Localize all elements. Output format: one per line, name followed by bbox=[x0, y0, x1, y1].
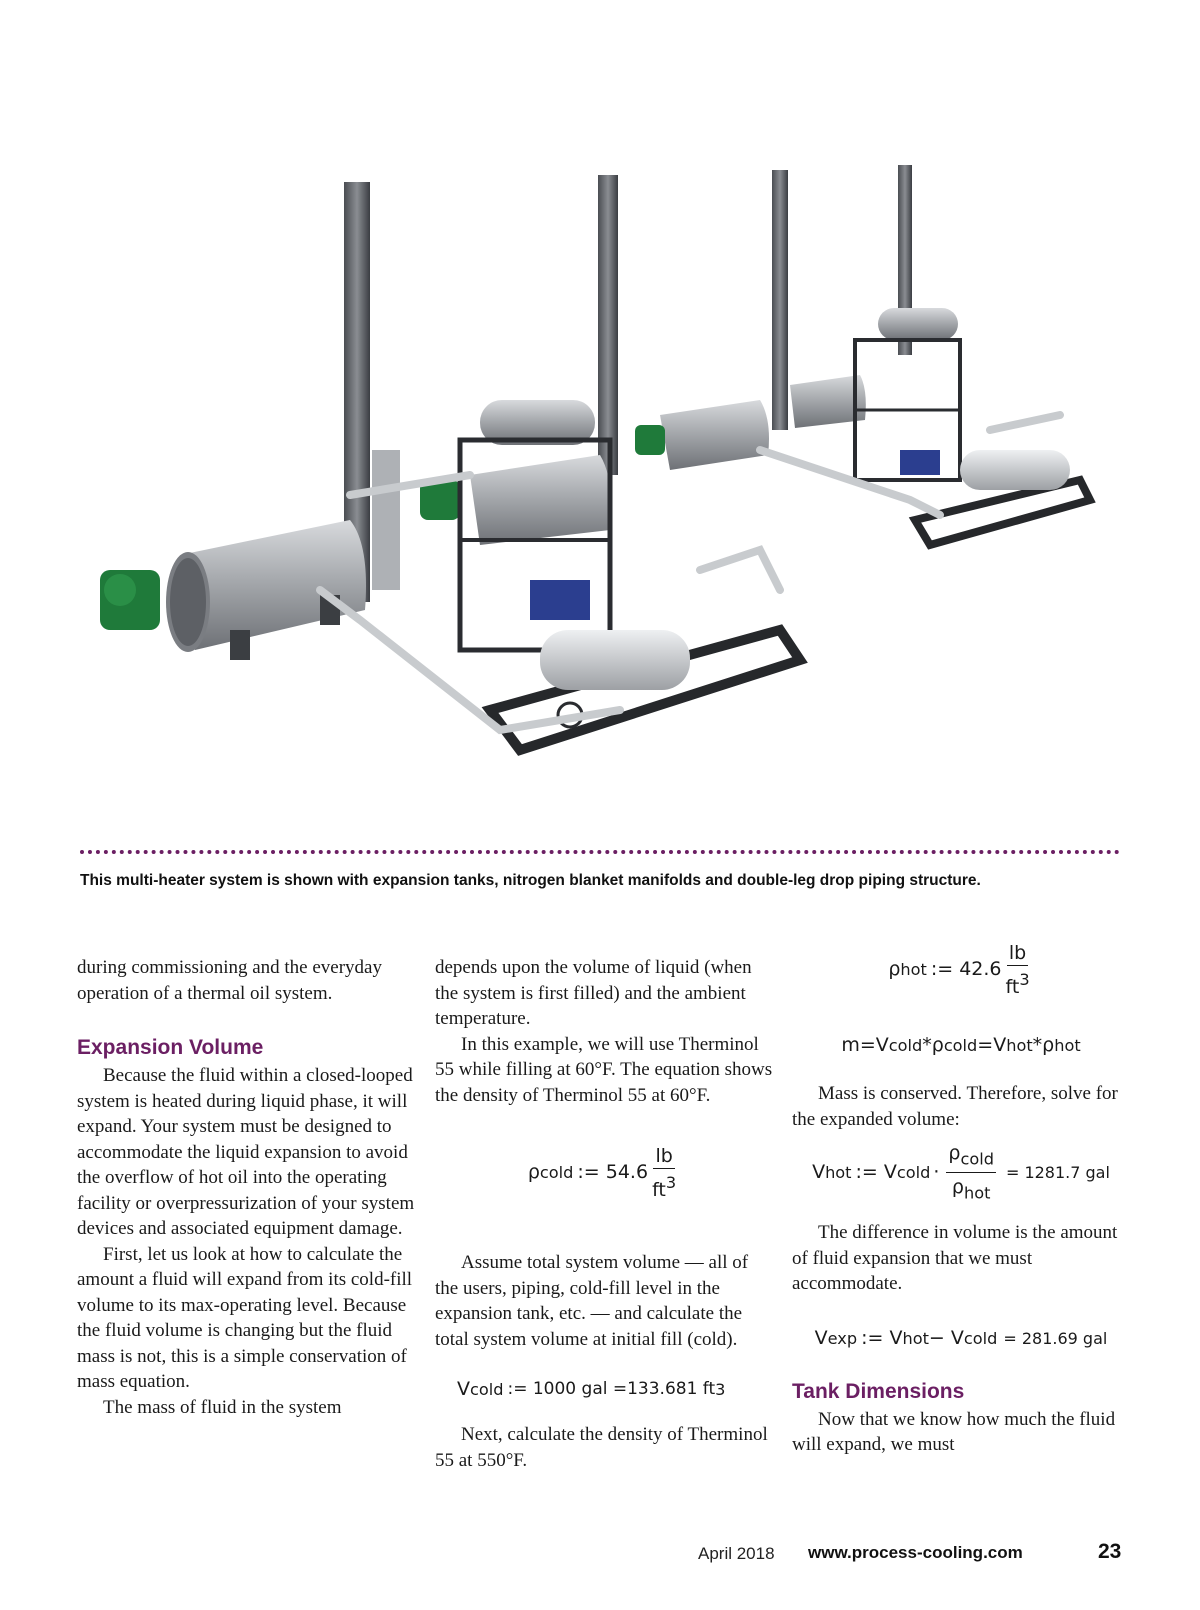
equation-rho-hot: ρ hot := 42.6 $\frac{lb}{ft^3}$ bbox=[888, 941, 1030, 999]
page-number: 23 bbox=[1098, 1540, 1122, 1563]
paragraph: In this example, we will use Therminol 55 while filling at 60°F. The equation shows the density of Therminol 55 at 60°F. bbox=[435, 1033, 773, 1106]
paragraph: First, let us look at how to calculate the amount a fluid will expand from its cold-fill volume to its max-operating level. Because the fluid volume is changing but the fluid mass is not, this is a simple conservation of mass equation. bbox=[77, 1243, 413, 1392]
text-column-1 bbox=[77, 955, 415, 1420]
paragraph: Now that we know how much the fluid will expand, we must bbox=[792, 1408, 1116, 1455]
paragraph: Next, calculate the density of Therminol 55 at 550°F. bbox=[435, 1424, 768, 1471]
expansion-tank-back bbox=[855, 308, 960, 480]
issue-date: April 2018 bbox=[698, 1544, 775, 1563]
figure-caption: This multi-heater system is shown with expansion tanks, nitrogen blanket manifolds and double-leg drop piping structure. bbox=[80, 872, 981, 889]
page-footer bbox=[0, 1540, 1200, 1570]
equation-v-exp: V exp := V hot − V cold = 281.69 gal bbox=[814, 1326, 1108, 1349]
heater-right bbox=[635, 375, 866, 470]
paragraph: depends upon the volume of liquid (when the system is first filled) and the ambient temperature. bbox=[435, 957, 752, 1029]
system-illustration bbox=[60, 150, 1140, 830]
text-column-2 bbox=[435, 955, 773, 1473]
equation-v-cold: V cold := 1000 gal =133.681 ft 3 bbox=[457, 1378, 726, 1401]
heater-middle bbox=[420, 455, 611, 545]
equation-v-hot: V hot := V cold · $\frac{\rho_{cold}}{\rho_{hot}}$ = 1281.7 gal bbox=[812, 1141, 1110, 1203]
paragraph: Assume total system volume — all of the users, piping, cold-fill level in the expansion tank, etc. — and calculate the total system volume at initial fill (cold). bbox=[435, 1252, 749, 1350]
equation-mass-conservation: m=V cold *ρ cold =V hot *ρ hot bbox=[841, 1034, 1081, 1057]
website-url[interactable]: www.process-cooling.com bbox=[808, 1543, 1023, 1562]
paragraph: The mass of fluid in the system bbox=[103, 1396, 342, 1418]
section-heading-expansion-volume: Expansion Volume bbox=[77, 1036, 264, 1059]
paragraph: Mass is conserved. Therefore, solve for the expanded volume: bbox=[792, 1083, 1118, 1130]
caption-divider bbox=[80, 850, 1120, 854]
paragraph: during commissioning and the everyday operation of a thermal oil system. bbox=[77, 957, 382, 1004]
text-column-3 bbox=[792, 941, 1130, 1458]
equation-rho-cold: ρ cold := 54.6 $\frac{lb}{ft^3}$ bbox=[527, 1144, 677, 1202]
paragraph: Because the fluid within a closed-looped system is heated during liquid phase, it will expand. Your system must be designed to accommodate the liquid expansion to avoid the overflow of hot oil into the operating facility or overpressurization of your system devices and associated equipment damage. bbox=[77, 1065, 415, 1239]
paragraph: The difference in volume is the amount of fluid expansion that we must accommodate. bbox=[792, 1222, 1118, 1294]
section-heading-tank-dimensions: Tank Dimensions bbox=[792, 1379, 965, 1403]
skid-back bbox=[915, 450, 1090, 545]
